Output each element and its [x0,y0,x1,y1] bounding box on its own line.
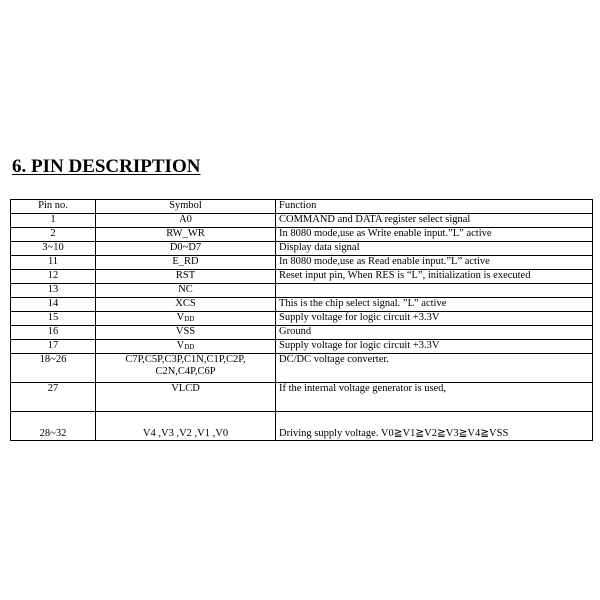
table-row [11,270,593,284]
function-cell: Ground [276,326,593,340]
table-row [11,383,593,412]
symbol-line-2: C2N,C4P,C6P [155,366,216,377]
table-row [11,326,593,340]
symbol-cell: XCS [96,298,276,312]
function-cell: Reset input pin, When RES is “L”, initialization is executed [276,270,593,284]
pin-cell: 3~10 [11,242,96,256]
function-cell: In 8080 mode,use as Read enable input.”L” active [276,256,593,270]
symbol-cell: V4 ,V3 ,V2 ,V1 ,V0 [96,412,276,441]
header-symbol: Symbol [96,200,276,214]
function-cell: In 8080 mode,use as Write enable input.”L” active [276,228,593,242]
symbol-cell: RW_WR [96,228,276,242]
symbol-cell: A0 [96,214,276,228]
symbol-cell: VLCD [96,383,276,412]
symbol-cell [96,340,276,354]
table-row [11,284,593,298]
function-cell [276,284,593,298]
pin-cell: 27 [11,383,96,412]
table-row [11,412,593,441]
table-row [11,298,593,312]
pin-cell: 14 [11,298,96,312]
pin-cell: 1 [11,214,96,228]
table-row [11,340,593,354]
symbol-main: V [176,312,185,323]
pin-cell: 18~26 [11,354,96,383]
symbol-cell: NC [96,284,276,298]
section-heading: 6. PIN DESCRIPTION [12,156,201,177]
function-cell: If the internal voltage generator is used, [276,383,593,412]
header-function: Function [276,200,593,214]
function-cell: Driving supply voltage. V0≧V1≧V2≧V3≧V4≧VSS [276,412,593,441]
symbol-subscript: DD [184,343,195,351]
table-row [11,242,593,256]
symbol-cell: D0~D7 [96,242,276,256]
symbol-cell [96,312,276,326]
function-cell: DC/DC voltage converter. [276,354,593,383]
pin-cell: 13 [11,284,96,298]
function-cell: Supply voltage for logic circuit +3.3V [276,312,593,326]
table-row [11,312,593,326]
table-row [11,354,593,383]
pin-cell: 16 [11,326,96,340]
pin-cell: 28~32 [11,412,96,441]
table-row [11,228,593,242]
pin-cell: 17 [11,340,96,354]
pin-description-table [10,199,593,441]
pin-cell: 12 [11,270,96,284]
pin-cell: 15 [11,312,96,326]
pin-cell: 2 [11,228,96,242]
pin-cell: 11 [11,256,96,270]
symbol-cell: RST [96,270,276,284]
symbol-cell: VSS [96,326,276,340]
function-cell: This is the chip select signal. ”L” active [276,298,593,312]
table-row [11,256,593,270]
function-cell: Supply voltage for logic circuit +3.3V [276,340,593,354]
symbol-subscript: DD [184,315,195,323]
symbol-main: V [176,340,185,351]
symbol-cell: E_RD [96,256,276,270]
table-header-row [11,200,593,214]
table-row [11,214,593,228]
header-pin-no: Pin no. [11,200,96,214]
function-cell: Display data signal [276,242,593,256]
symbol-line-1: C7P,C5P,C3P,C1N,C1P,C2P, [125,354,246,365]
function-cell: COMMAND and DATA register select signal [276,214,593,228]
symbol-cell [96,354,276,383]
